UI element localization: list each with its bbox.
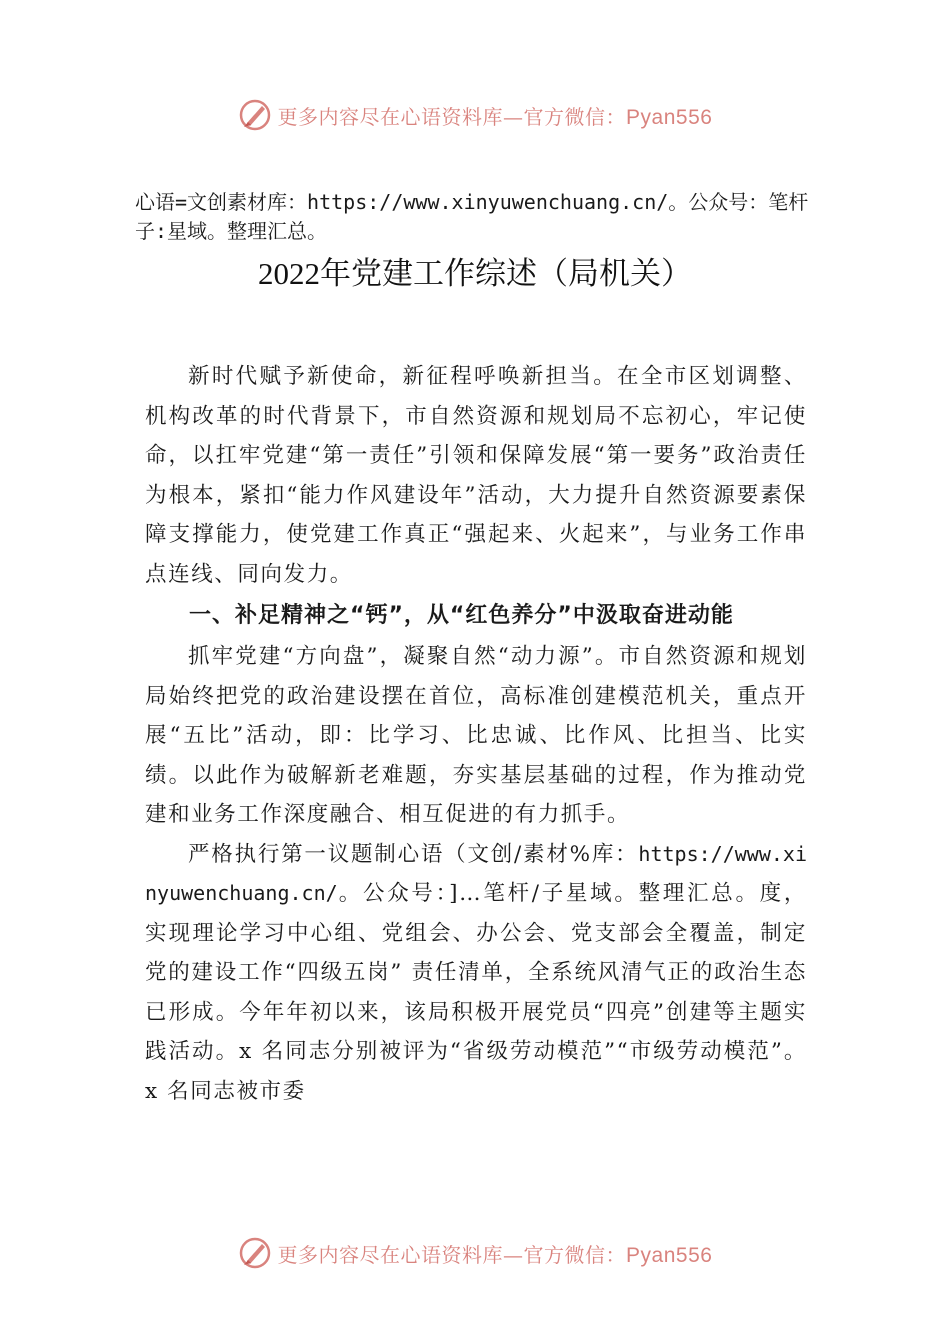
pen-circle-icon [238,98,272,132]
watermark-banner-bottom [0,1233,950,1273]
article-body [145,357,807,1111]
body-paragraph-2: 严格执行第一议题制心语（文创/素材%库：https://www.xinyuwenchuang.cn/。公众号：]…笔杆/子星域。整理汇总。度，实现理论学习中心组、党组会、办公会、党支部会全覆盖，制定党的建设工作“四级五岗” 责任清单，全系统风清气正的政治生态已形成。今年年初以来，该局积极开展党员“四亮”创建等主题实践活动。x 名同志分别被评为“省级劳动模范”“市级劳动模范”。x 名同志被市委 [145,841,807,1104]
watermark-banner-top [0,95,950,135]
pen-circle-icon [238,1236,272,1270]
body-paragraph-1: 抓牢党建“方向盘”，凝聚自然“动力源”。市自然资源和规划局始终把党的政治建设摆在首位，高标准创建模范机关，重点开展“五比”活动，即：比学习、比忠诚、比作风、比担当、比实绩。以此作为破解新老难题，夯实基层基础的过程，作为推动党建和业务工作深度融合、相互促进的有力抓手。 [145,644,807,827]
intro-paragraph: 新时代赋予新使命，新征程呼唤新担当。在全市区划调整、机构改革的时代背景下，市自然资源和规划局不忘初心，牢记使命，以扛牢党建“第一责任”引领和保障发展“第一要务”政治责任为根本，紧扣“能力作风建设年”活动，大力提升自然资源要素保障支撑能力，使党建工作真正“强起来、火起来”，与业务工作串点连线、同向发力。 [145,364,807,587]
page-title: 2022年党建工作综述（局机关） [258,256,692,291]
section-heading: 一、补足精神之“钙”，从“红色养分”中汲取奋进动能 [189,603,734,628]
source-note: 心语=文创素材库：https://www.xinyuwenchuang.cn/。公众号：笔杆子:星域。整理汇总。 [135,190,809,243]
watermark-text: 更多内容尽在心语资料库—官方微信：Pyan556 [277,104,713,129]
watermark-text: 更多内容尽在心语资料库—官方微信：Pyan556 [277,1242,713,1267]
